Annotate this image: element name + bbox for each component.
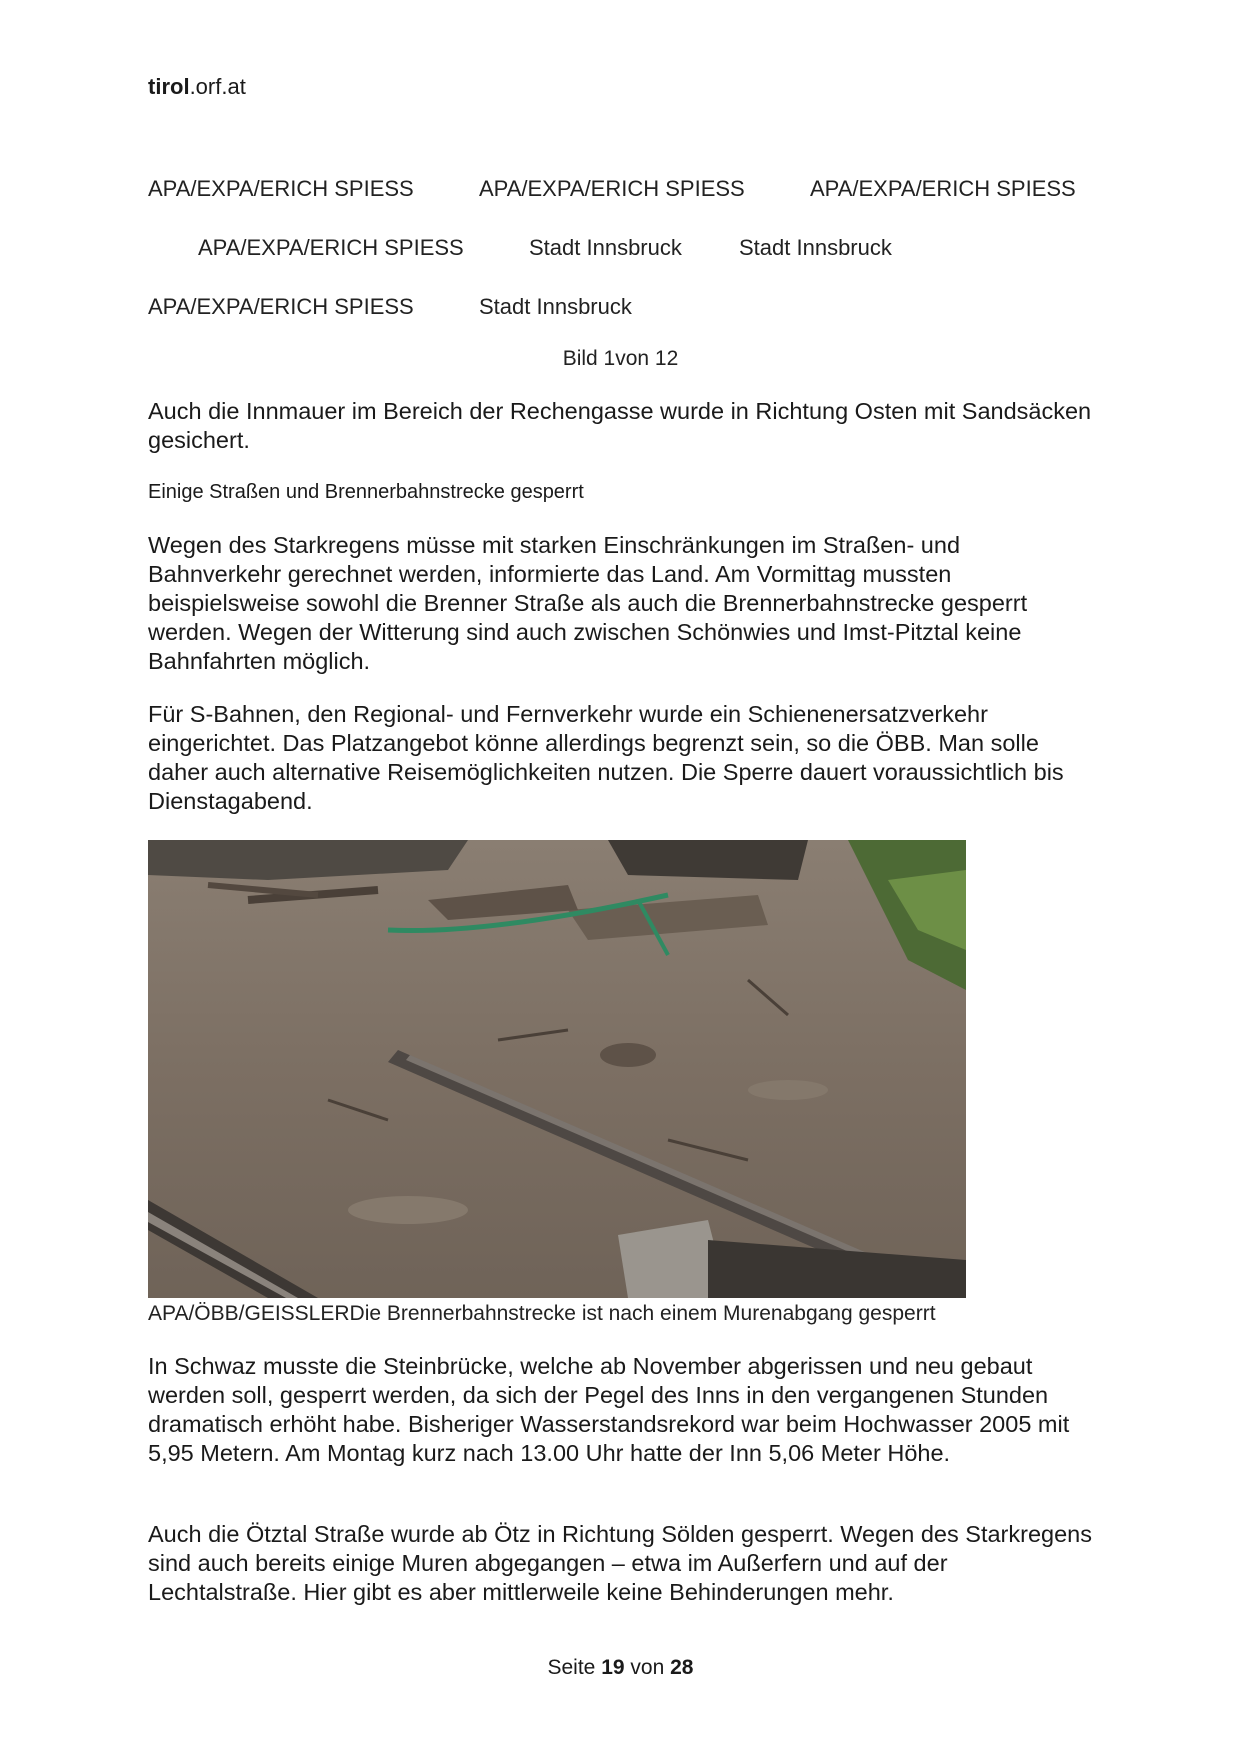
- photo-caption-text: Die Brennerbahnstrecke ist nach einem Murenabgang gesperrt: [349, 1302, 936, 1325]
- photo-credit: APA/ÖBB/GEISSLER: [148, 1302, 350, 1325]
- article-paragraph: In Schwaz musste die Steinbrücke, welche ab November abgerissen und neu gebaut werden soll, gesperrt werden, da sich der Pegel des Inns in den vergangenen Stunden dramatisch erhöht habe. Bisheriger Wasserstandsrekord war beim Hochwasser 2005 mit 5,95 Metern. Am Montag kurz nach 13.00 Uhr hatte der Inn 5,06 Meter Höhe.: [148, 1353, 1070, 1466]
- footer-prefix: Seite: [547, 1656, 596, 1679]
- article-paragraph: Auch die Ötztal Straße wurde ab Ötz in Richtung Sölden gesperrt. Wegen des Starkregens sind auch bereits einige Muren abgegangen – etwa im Außerfern und auf der Lechtalstraße. Hier gibt es aber mittlerweile keine Behinderungen mehr.: [148, 1521, 1092, 1605]
- article-paragraph: Auch die Innmauer im Bereich der Rechengasse wurde in Richtung Osten mit Sandsäcken gesichert.: [148, 398, 1092, 453]
- gallery-thumb-credit[interactable]: Stadt Innsbruck: [739, 235, 892, 260]
- gallery-thumb-credit[interactable]: APA/EXPA/ERICH SPIESS: [810, 176, 1076, 201]
- gallery-thumb-credit[interactable]: APA/EXPA/ERICH SPIESS: [148, 176, 414, 201]
- gallery-thumb-credit[interactable]: APA/EXPA/ERICH SPIESS: [198, 235, 464, 260]
- article-subheading: Einige Straßen und Brennerbahnstrecke gesperrt: [148, 481, 584, 503]
- site-name-domain: .orf.at: [189, 74, 246, 99]
- gallery-thumb-credit[interactable]: APA/EXPA/ERICH SPIESS: [479, 176, 745, 201]
- footer-page-number: 19: [601, 1656, 625, 1679]
- gallery-thumb-credit[interactable]: Stadt Innsbruck: [479, 294, 632, 319]
- article-paragraph: Für S-Bahnen, den Regional- und Fernverkehr wurde ein Schienenersatzverkehr eingerichtet. Das Platzangebot könne allerdings begrenzt sein, so die ÖBB. Man solle daher auch alternative Reisemöglichkeiten nutzen. Die Sperre dauert voraussichtlich bis Dienstagabend.: [148, 701, 1064, 814]
- gallery-thumb-credit[interactable]: Stadt Innsbruck: [529, 235, 682, 260]
- article-paragraph: Wegen des Starkregens müsse mit starken Einschränkungen im Straßen- und Bahnverkehr gerechnet werden, informierte das Land. Am Vormittag mussten beispielsweise sowohl die Brenner Straße als auch die Brennerbahnstrecke gesperrt werden. Wegen der Witterung sind auch zwischen Schönwies und Imst-Pitztal keine Bahnfahrten möglich.: [148, 532, 1028, 674]
- article-photo: [148, 840, 966, 1298]
- mudslide-railway-image: [148, 840, 966, 1298]
- photo-caption: [148, 1302, 936, 1326]
- gallery-thumb-credit[interactable]: APA/EXPA/ERICH SPIESS: [148, 294, 414, 319]
- site-name: [148, 74, 246, 100]
- gallery-counter: Bild 1von 12: [562, 347, 679, 370]
- page-footer: [0, 1656, 1241, 1680]
- footer-middle: von: [630, 1656, 665, 1679]
- footer-total-pages: 28: [670, 1656, 694, 1679]
- site-name-bold: tirol: [148, 74, 190, 99]
